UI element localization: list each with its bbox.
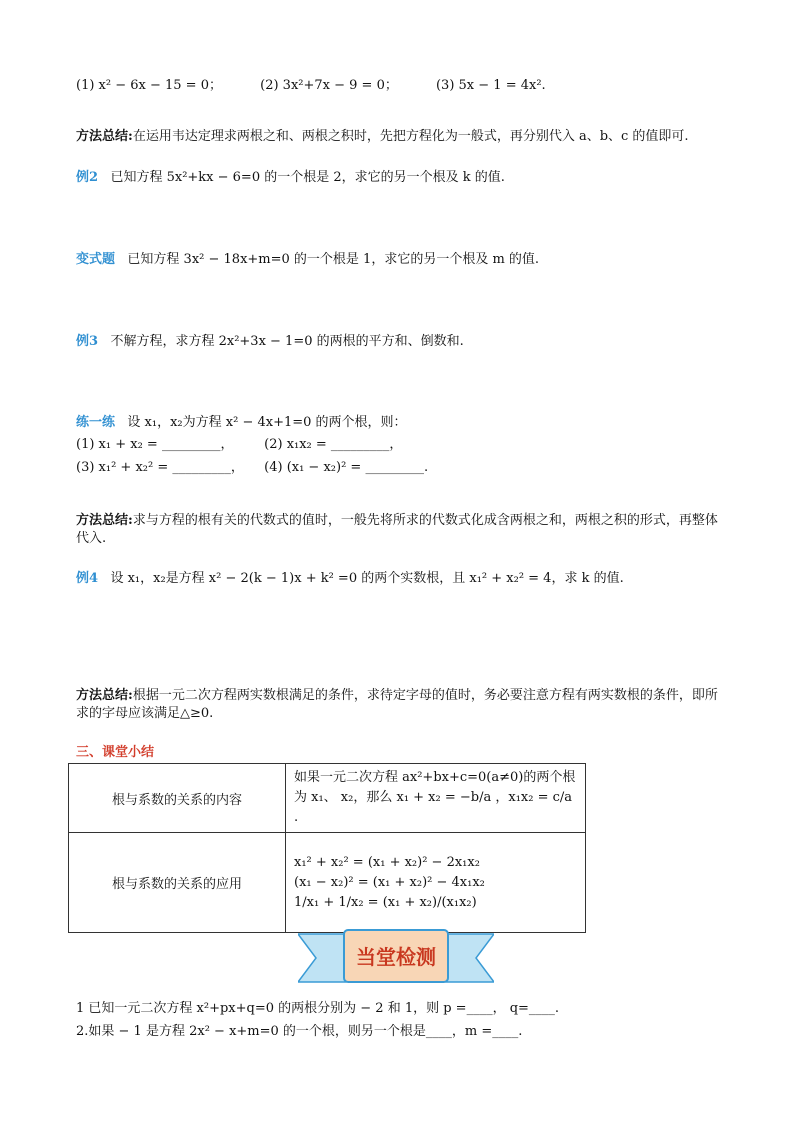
table-row-1-content xyxy=(286,764,586,833)
variant-label: 变式题 xyxy=(76,252,116,267)
practice-q2: (2) x₁x₂ = _________， xyxy=(264,437,403,452)
table-row xyxy=(69,764,586,833)
table-row-1-line-2: 为 x₁、 x₂，那么 x₁ + x₂ = −b/a ，x₁x₂ = c/a . xyxy=(294,790,573,825)
method-summary-1 xyxy=(76,128,721,146)
test-question-2: 2.如果 − 1 是方程 2x² − x+m=0 的一个根，则另一个根是____，m =____. xyxy=(76,1024,523,1039)
example-2 xyxy=(76,169,505,187)
formula-3: 1/x₁ + 1/x₂ = (x₁ + x₂)/(x₁x₂) xyxy=(294,894,477,910)
example-2-label: 例2 xyxy=(76,170,99,185)
example-4 xyxy=(76,570,624,588)
table-row-2-content xyxy=(286,833,586,933)
method-summary-text: 求与方程的根有关的代数式的值时，一般先将所求的代数式化成含两根之和，两根之积的形式，再整体代入. xyxy=(76,513,718,546)
summary-table xyxy=(68,763,586,933)
practice-q1: (1) x₁ + x₂ = _________， xyxy=(76,437,234,452)
exercise-1-part-3: (3) 5x − 1 = 4x². xyxy=(435,78,546,93)
exercise-1-part-1: (1) x² − 6x − 15 = 0； xyxy=(76,78,222,93)
practice-q4: (4) (x₁ − x₂)² = _________. xyxy=(264,460,429,475)
practice-q3: (3) x₁² + x₂² = _________， xyxy=(76,460,244,475)
example-4-label: 例4 xyxy=(76,571,99,586)
table-row xyxy=(69,833,586,933)
example-2-text: 已知方程 5x²+kx − 6=0 的一个根是 2，求它的另一个根及 k 的值. xyxy=(110,170,505,185)
exercise-1-line xyxy=(76,77,546,95)
table-row-1-line-1: 如果一元二次方程 ax²+bx+c=0(a≠0)的两个根 xyxy=(294,770,576,785)
table-row-2-name: 根与系数的关系的应用 xyxy=(69,833,286,933)
method-summary-text: 根据一元二次方程两实数根满足的条件，求待定字母的值时，务必要注意方程有两实数根的条件，即所求的字母应该满足△≥0. xyxy=(76,688,718,721)
formula-1: x₁² + x₂² = (x₁ + x₂)² − 2x₁x₂ xyxy=(294,854,480,870)
formula-2: (x₁ − x₂)² = (x₁ + x₂)² − 4x₁x₂ xyxy=(294,874,485,890)
practice-label: 练一练 xyxy=(76,415,116,430)
variant-text: 已知方程 3x² − 18x+m=0 的一个根是 1，求它的另一个根及 m 的值. xyxy=(127,252,540,267)
test-question-1: 1 已知一元二次方程 x²+px+q=0 的两根分别为 − 2 和 1，则 p =____， q=____. xyxy=(76,1001,560,1016)
method-summary-label: 方法总结: xyxy=(76,129,133,144)
banner-title: 当堂检测 xyxy=(356,945,436,969)
variant-problem xyxy=(76,251,539,269)
method-summary-2 xyxy=(76,512,721,548)
example-4-text: 设 x₁，x₂是方程 x² − 2(k − 1)x + k² =0 的两个实数根，且 x₁² + x₂² = 4，求 k 的值. xyxy=(110,571,624,586)
practice-row-1 xyxy=(76,436,402,454)
practice-row-2 xyxy=(76,459,428,477)
example-3-label: 例3 xyxy=(76,334,99,349)
practice-text: 设 x₁，x₂为方程 x² − 4x+1=0 的两个根，则： xyxy=(127,415,407,430)
method-summary-label: 方法总结: xyxy=(76,513,133,528)
method-summary-3 xyxy=(76,687,721,723)
table-row-1-name: 根与系数的关系的内容 xyxy=(69,764,286,833)
method-summary-label: 方法总结: xyxy=(76,688,133,703)
method-summary-text: 在运用韦达定理求两根之和、两根之积时，先把方程化为一般式，再分别代入 a、b、c 的值即可. xyxy=(132,129,689,144)
example-3 xyxy=(76,333,464,351)
section-3-title: 三、课堂小结 xyxy=(76,745,155,760)
example-3-text: 不解方程，求方程 2x²+3x − 1=0 的两根的平方和、倒数和. xyxy=(110,334,464,349)
exercise-1-part-2: (2) 3x²+7x − 9 = 0； xyxy=(260,78,398,93)
practice-heading xyxy=(76,414,407,432)
